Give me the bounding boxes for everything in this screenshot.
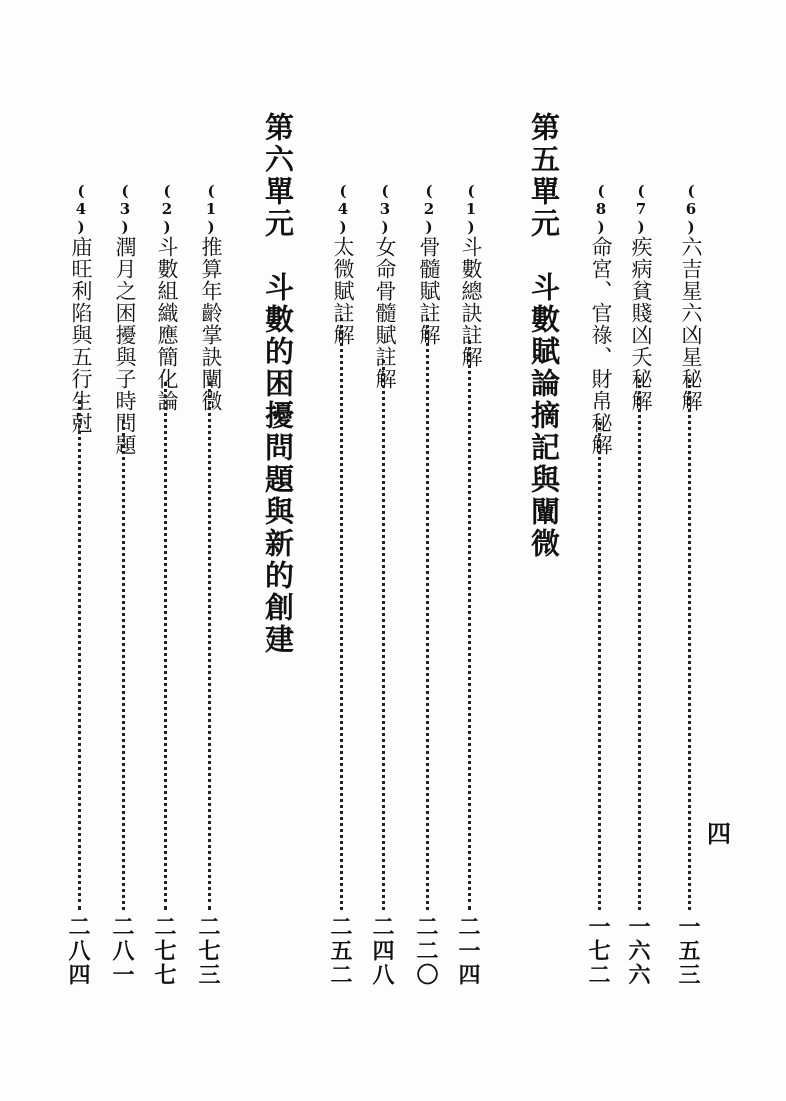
dot-leader	[382, 360, 385, 910]
entry-page-number: 一五三	[675, 915, 701, 987]
section-title: 斗數賦論摘記與闡微	[527, 272, 561, 560]
dot-leader	[638, 380, 641, 910]
entry-title: 女命骨髓賦註解	[373, 236, 397, 390]
entry-number: (4)	[334, 182, 352, 236]
entry-page-number: 一七二	[585, 915, 611, 987]
entry-page-number: 二二〇	[413, 915, 439, 987]
toc-entry-title	[414, 182, 444, 346]
dot-leader	[78, 400, 81, 910]
entry-number: (1)	[202, 182, 220, 236]
entry-number: (8)	[592, 182, 610, 236]
entry-page-number: 二五二	[327, 915, 353, 987]
entry-title: 潤月之困擾與子時問題	[113, 236, 137, 456]
unit-label: 第五單元	[527, 112, 561, 240]
toc-entry-title	[152, 182, 182, 412]
entry-title: 斗數總訣註解	[459, 236, 483, 368]
entry-title: 庙旺利陷與五行生尅	[69, 236, 93, 434]
entry-title: 疾病貧賤凶夭秘解	[629, 236, 653, 412]
toc-entry-title	[586, 182, 616, 456]
toc-entry-title	[328, 182, 358, 346]
dot-leader	[122, 420, 125, 910]
entry-number: (6)	[682, 182, 700, 236]
toc-entry-title	[196, 182, 226, 412]
folio-page-number: 四	[707, 820, 731, 848]
entry-page-number: 一六六	[625, 915, 651, 987]
section-heading	[258, 112, 299, 656]
toc-entry-title	[66, 182, 96, 434]
entry-title: 斗數組織應簡化論	[155, 236, 179, 412]
dot-leader	[688, 380, 691, 910]
entry-page-number: 二八四	[65, 915, 91, 987]
dot-leader	[598, 422, 601, 910]
entry-page-number: 二七七	[151, 915, 177, 987]
entry-title: 太微賦註解	[331, 236, 355, 346]
dot-leader	[340, 318, 343, 910]
entry-title: 六吉星六凶星秘解	[679, 236, 703, 412]
entry-number: (2)	[158, 182, 176, 236]
toc-entry-title	[626, 182, 656, 412]
section-heading	[524, 112, 565, 560]
dot-leader	[164, 382, 167, 910]
toc-entry-title	[676, 182, 706, 412]
entry-page-number: 二四八	[369, 915, 395, 987]
entry-number: (3)	[376, 182, 394, 236]
entry-number: (3)	[116, 182, 134, 236]
toc-entry-title	[110, 182, 140, 456]
dot-leader	[208, 382, 211, 910]
section-title: 斗數的困擾問題與新的創建	[261, 272, 295, 656]
entry-title: 推算年齡掌訣闡微	[199, 236, 223, 412]
entry-title: 命宮、官祿、財帛秘解	[589, 236, 613, 456]
entry-page-number: 二七三	[195, 915, 221, 987]
entry-page-number: 二八一	[109, 915, 135, 987]
entry-number: (4)	[72, 182, 90, 236]
dot-leader	[426, 318, 429, 910]
entry-number: (7)	[632, 182, 650, 236]
dot-leader	[468, 340, 471, 910]
entry-number: (2)	[420, 182, 438, 236]
entry-number: (1)	[462, 182, 480, 236]
unit-label: 第六單元	[261, 112, 295, 240]
toc-entry-title	[370, 182, 400, 390]
toc-entry-title	[456, 182, 486, 368]
entry-title: 骨髓賦註解	[417, 236, 441, 346]
entry-page-number: 二一四	[455, 915, 481, 987]
